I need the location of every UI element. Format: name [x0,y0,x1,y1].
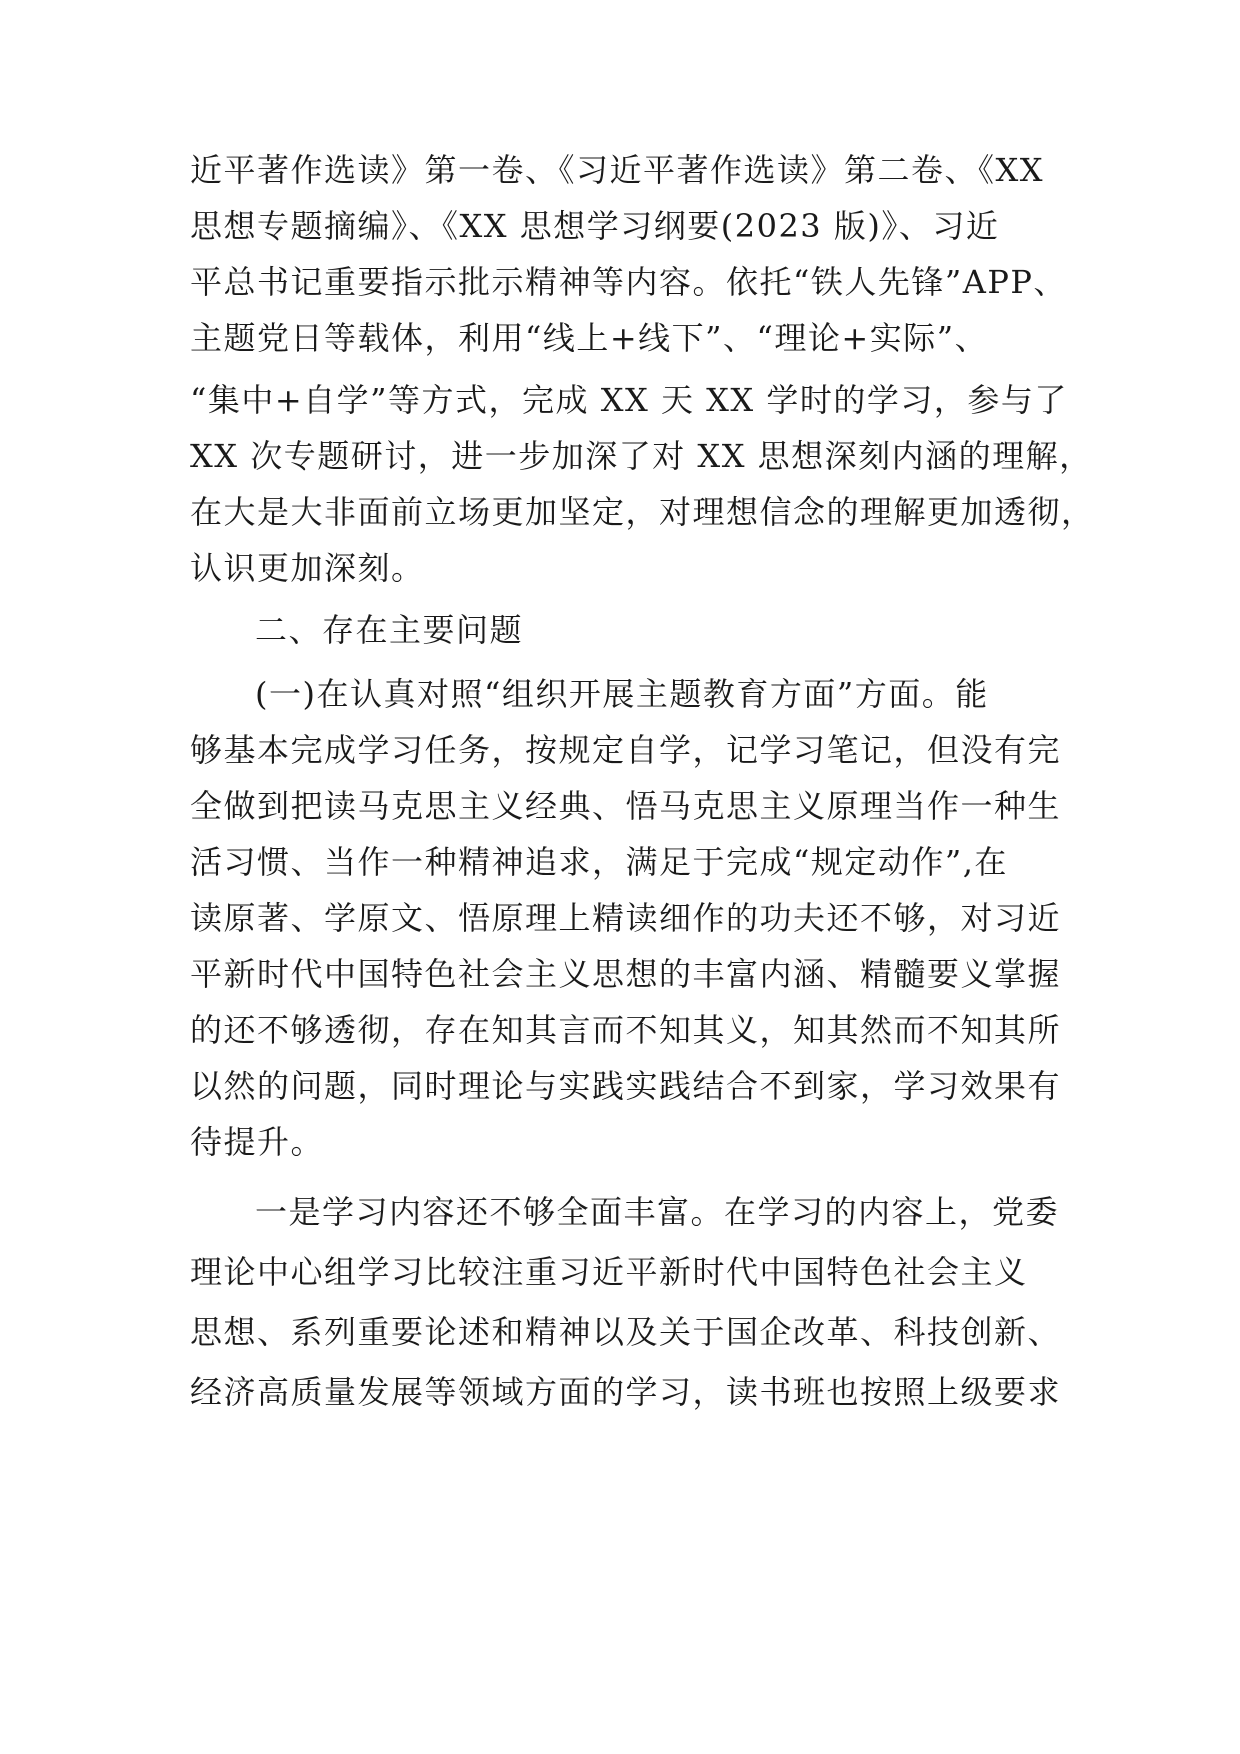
text-line: 思想、系列重要论述和精神以及关于国企改革、科技创新、 [190,1313,1062,1351]
text-line: 平新时代中国特色社会主义思想的丰富内涵、精髓要义掌握 [190,955,1062,993]
section-heading: 二、存在主要问题 [255,611,524,649]
text-line: 够基本完成学习任务，按规定自学，记学习笔记，但没有完 [190,731,1062,769]
paragraph-lead: 一是学习内容还不够全面丰富。在学习的内容上，党委 [255,1193,1060,1231]
text-line: 读原著、学原文、悟原理上精读细作的功夫还不够，对习近 [190,899,1062,937]
text-line: 认识更加深刻。 [190,549,425,587]
text-line: 思想专题摘编》、《XX 思想学习纲要(2023 版)》、习近 [190,207,1000,245]
text-line: 理论中心组学习比较注重习近平新时代中国特色社会主义 [190,1253,1028,1291]
text-line: 经济高质量发展等领域方面的学习，读书班也按照上级要求 [190,1373,1062,1411]
text-line: 活习惯、当作一种精神追求，满足于完成“规定动作”,在 [190,843,1008,881]
text-line: 待提升。 [190,1123,325,1161]
text-line: 近平著作选读》第一卷、《习近平著作选读》第二卷、《XX [190,151,1045,189]
text-line: 以然的问题，同时理论与实践实践结合不到家，学习效果有 [190,1067,1062,1105]
text-line: 主题党日等载体，利用“线上+线下”、“理论+实际”、 [190,319,989,357]
text-line: 在大是大非面前立场更加坚定，对理想信念的理解更加透彻， [190,493,1095,531]
text-line: 全做到把读马克思主义经典、悟马克思主义原理当作一种生 [190,787,1062,825]
text-line: XX 次专题研讨，进一步加深了对 XX 思想深刻内涵的理解， [190,437,1093,475]
text-line: 的还不够透彻，存在知其言而不知其义，知其然而不知其所 [190,1011,1062,1049]
subsection-heading: (一)在认真对照“组织开展主题教育方面”方面。能 [255,675,989,713]
text-line: 平总书记重要指示批示精神等内容。依托“铁人先锋”APP、 [190,263,1067,301]
text-line: “集中+自学”等方式，完成 XX 天 XX 学时的学习，参与了 [190,381,1068,419]
